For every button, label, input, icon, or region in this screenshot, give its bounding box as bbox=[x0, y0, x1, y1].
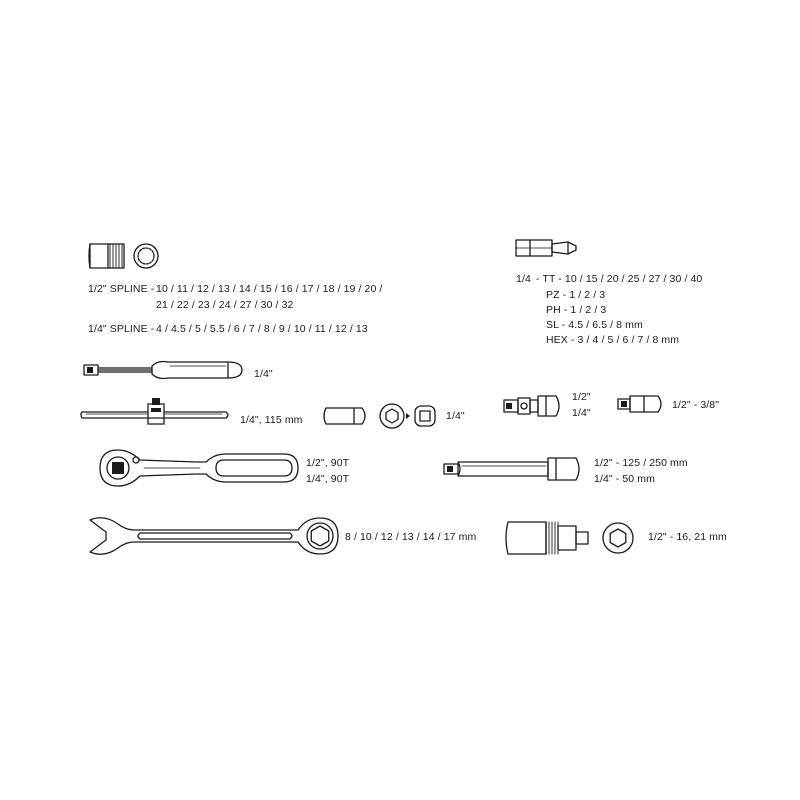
spline-socket-icon bbox=[86, 238, 158, 278]
spinner-handle-label: 1/4" bbox=[254, 368, 273, 380]
universal-joint-label-1: 1/2" bbox=[572, 391, 591, 403]
half-spline-sizes-line1: 10 / 11 / 12 / 13 / 14 / 15 / 16 / 17 / 18 / 19 / 20 / bbox=[156, 283, 383, 295]
reducer-adapter-icon bbox=[614, 390, 668, 418]
screwdriver-bit-icon bbox=[512, 236, 582, 260]
spark-plug-socket-label: 1/2" - 16, 21 mm bbox=[648, 531, 727, 543]
spinner-handle-icon bbox=[78, 354, 248, 384]
combination-wrench-icon bbox=[84, 512, 342, 560]
extension-bar-label-1: 1/2" - 125 / 250 mm bbox=[594, 457, 688, 469]
quarter-spline-label: 1/4" SPLINE - bbox=[88, 323, 155, 335]
half-spline-sizes-line2: 21 / 22 / 23 / 24 / 27 / 30 / 32 bbox=[156, 299, 294, 311]
universal-joint-icon bbox=[500, 390, 570, 420]
ratchet-icon bbox=[96, 446, 302, 494]
bits-prefix: 1/4 bbox=[516, 273, 531, 285]
t-bar-icon bbox=[76, 396, 236, 432]
bit-adapter-label: 1/4" bbox=[446, 410, 465, 422]
ratchet-label-2: 1/4", 90T bbox=[306, 473, 350, 485]
quarter-spline-sizes: 4 / 4.5 / 5 / 5.5 / 6 / 7 / 8 / 9 / 10 / 11 / 12 / 13 bbox=[156, 323, 368, 335]
bits-pz: PZ - 1 / 2 / 3 bbox=[546, 289, 606, 301]
combination-wrench-label: 8 / 10 / 12 / 13 / 14 / 17 mm bbox=[345, 531, 477, 543]
bits-tt: - TT - 10 / 15 / 20 / 25 / 27 / 30 / 40 bbox=[536, 273, 703, 285]
spark-plug-socket-icon bbox=[502, 518, 644, 558]
t-bar-label: 1/4", 115 mm bbox=[240, 414, 303, 426]
bits-hex: HEX - 3 / 4 / 5 / 6 / 7 / 8 mm bbox=[546, 334, 680, 346]
reducer-adapter-label: 1/2" - 3/8" bbox=[672, 399, 720, 411]
universal-joint-label-2: 1/4" bbox=[572, 407, 591, 419]
bits-sl: SL - 4.5 / 6.5 / 8 mm bbox=[546, 319, 643, 331]
bits-ph: PH - 1 / 2 / 3 bbox=[546, 304, 607, 316]
bit-adapter-icon bbox=[322, 402, 442, 430]
ratchet-label-1: 1/2", 90T bbox=[306, 457, 350, 469]
half-spline-label: 1/2" SPLINE - bbox=[88, 283, 155, 295]
extension-bar-icon bbox=[440, 452, 590, 486]
extension-bar-label-2: 1/4" - 50 mm bbox=[594, 473, 655, 485]
